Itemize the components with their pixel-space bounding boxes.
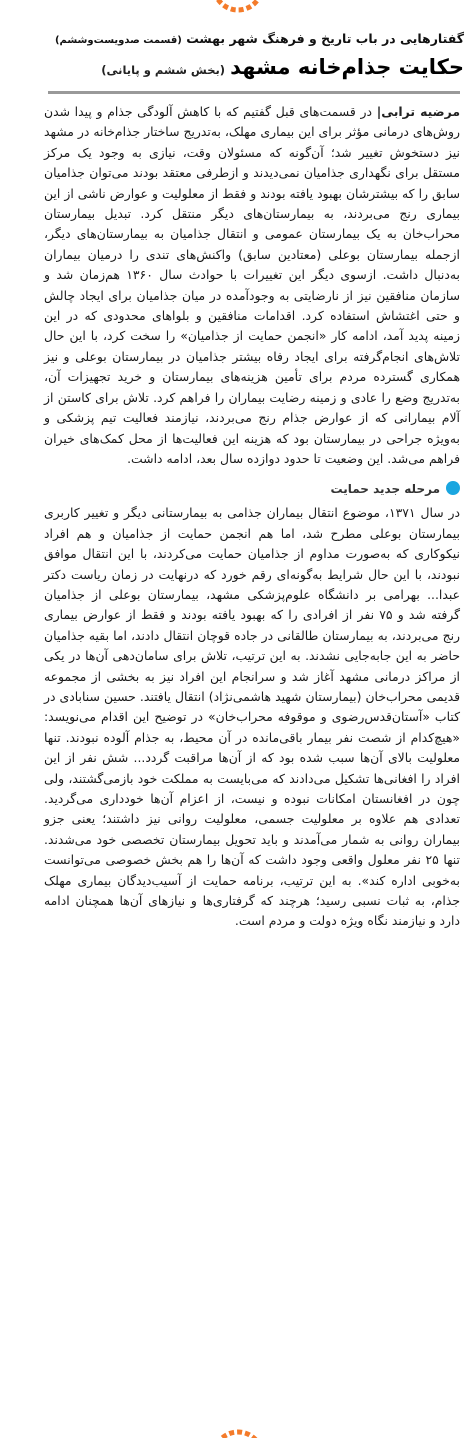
author-byline: مرضیه ترابی| — [376, 104, 461, 119]
section-subheading — [44, 479, 460, 499]
paragraph-intro — [44, 102, 460, 469]
series-title-text: گفتارهایی در باب تاریخ و فرهنگ شهر بهشت — [186, 31, 464, 46]
headline — [44, 52, 464, 82]
headline-part: (بخش ششم و پایانی) — [101, 63, 226, 77]
bullet-dot-icon — [446, 481, 460, 495]
series-title — [44, 30, 464, 50]
decorative-sun-ornament-bottom — [202, 1422, 274, 1438]
paragraph-section-two: در سال ۱۳۷۱، موضوع انتقال بیماران جذامی به بیمارستانی دیگر و تغییر کاربری بیمارستان بوعلی مطرح شد، اما هم انجمن حمایت از جذامیان و هم افراد نیکوکاری که به‌صورت مداوم از جذامیان حمایت می‌کردند، با این انتقال موافق نبودند، با این حال شرایط به‌گونه‌ای رقم خورد که درنهایت در زمان ریاست دکتر عبدا... بهرامی بر دانشگاه علوم‌پزشکی مشهد، بیمارستان بوعلی از جذامیان گرفته شد و ۷۵ نفر از افرادی را که بهبود یافته بودند و فقط از عوارض بیماری رنج می‌بردند، به بیمارستان طالقانی در جاده قوچان انتقال دادند، اما بقیه جذامیان حاضر به این جابه‌جایی نشدند. به این ترتیب، تلاش برای سامان‌دهی آن‌ها در یکی از مراکز درمانی مشهد آغاز شد و سرانجام این افراد نیز به بخشی از مجموعه قدیمی محراب‌خان (بیمارستان شهید هاشمی‌نژاد) انتقال یافتند. حسین سنابادی در کتاب «آستان‌قدس‌رضوی و موقوفه محراب‌خان» در توضیح این اقدام می‌نویسد: «هیچ‌کدام از شصت نفر بیمار باقی‌مانده در آن محیط، به جذام آلوده نبودند. تنها معلولیت بالای آن‌ها سبب شده بود که از آن‌ها مراقبت گردد... شش نفر از این افراد را افغانی‌ها تشکیل می‌دادند که می‌بایست به مملکت خود بازمی‌گشتند، ولی چون در افغانستان امکانات نبوده و نیست، از اعزام آن‌ها خودداری می‌گردید. تعدادی هم علاوه بر معلولیت جسمی، معلولیت روانی نیز داشتند؛ یعنی جزو بیماران روانی به شمار می‌آمدند و باید تحویل بیمارستان تخصصی خود می‌شدند. تنها ۲۵ نفر معلول واقعی وجود داشت که آن‌ها را هم بخش خصوصی می‌توانست به‌خوبی اداره کند». به این ترتیب، برنامه حمایت از آسیب‌دیدگان بیماری مهلک جذام، به ثبات نسبی رسید؛ هرچند که گرفتاری‌ها و نیازهای آن‌ها همچنان ادامه دارد و نیازمند نگاه ویژه دولت و مردم است. — [44, 505, 461, 929]
section-subheading-text: مرحله جدید حمایت — [330, 482, 440, 497]
headline-text: حکایت جذام‌خانه مشهد — [230, 55, 464, 79]
series-part: (قسمت صدویست‌وششم) — [54, 35, 182, 46]
header-divider — [48, 91, 460, 94]
article-body — [44, 102, 460, 932]
article-header — [44, 30, 464, 82]
decorative-sun-ornament-top — [202, 0, 274, 20]
paragraph-intro-text: در قسمت‌های قبل گفتیم که با کاهش آلودگی جذام و پیدا شدن روش‌های درمانی مؤثر برای این بیماری مهلک، به‌تدریج ساختار جذام‌خانه در مشهد نیز دستخوش تغییر شد؛ آن‌گونه که مسئولان وقت، نیازی به وجود یک مرکز مستقل برای نگهداری جذامیان نمی‌دیدند و ازطرفی معتقد بودند می‌توان جذامیان سابق را که بیشترشان بهبود یافته بودند و فقط از معلولیت و عوارض ناشی از این بیماری رنج می‌بردند، به بیمارستان‌های دیگر منتقل کرد. تبدیل بیمارستان محراب‌خان به یک بیمارستان عمومی و انتقال جذامیان به بیمارستان‌های دیگر، ازجمله بیمارستان بوعلی (معتادین سابق) واکنش‌های تندی را درمیان بیماران به‌دنبال داشت. ازسوی دیگر این تغییرات با حوادث سال ۱۳۶۰ هم‌زمان شد و سازمان منافقین نیز از نارضایتی به وجودآمده در میان جذامیان برای ایجاد چالش و حتی اغتشاش استفاده کرد. اقدامات منافقین و بلواهای محدودی که در این زمینه پدید آمد، ادامه کار «انجمن حمایت از جذامیان» را سخت کرد، با این حال تلاش‌های انجام‌گرفته برای ایجاد رفاه بیشتر جذامیان در بیمارستان بوعلی و نیز همکاری گسترده مردم برای تأمین هزینه‌های بیمارستان و خرید تجهیزات آن، به‌تدریج وضع را عادی و زمینه رضایت بیماران را فراهم کرد. تلاش برای کاستن از آلام بیمارانی که از عوارض جذام رنج می‌بردند، نیازمند فعالیت تیم پزشکی و به‌ویژه جراحی در بیمارستان بود که هزینه این فعالیت‌ها از محل کمک‌های خیران فراهم می‌شد. این وضعیت تا حدود دوازده سال بعد، ادامه داشت. — [44, 104, 460, 466]
